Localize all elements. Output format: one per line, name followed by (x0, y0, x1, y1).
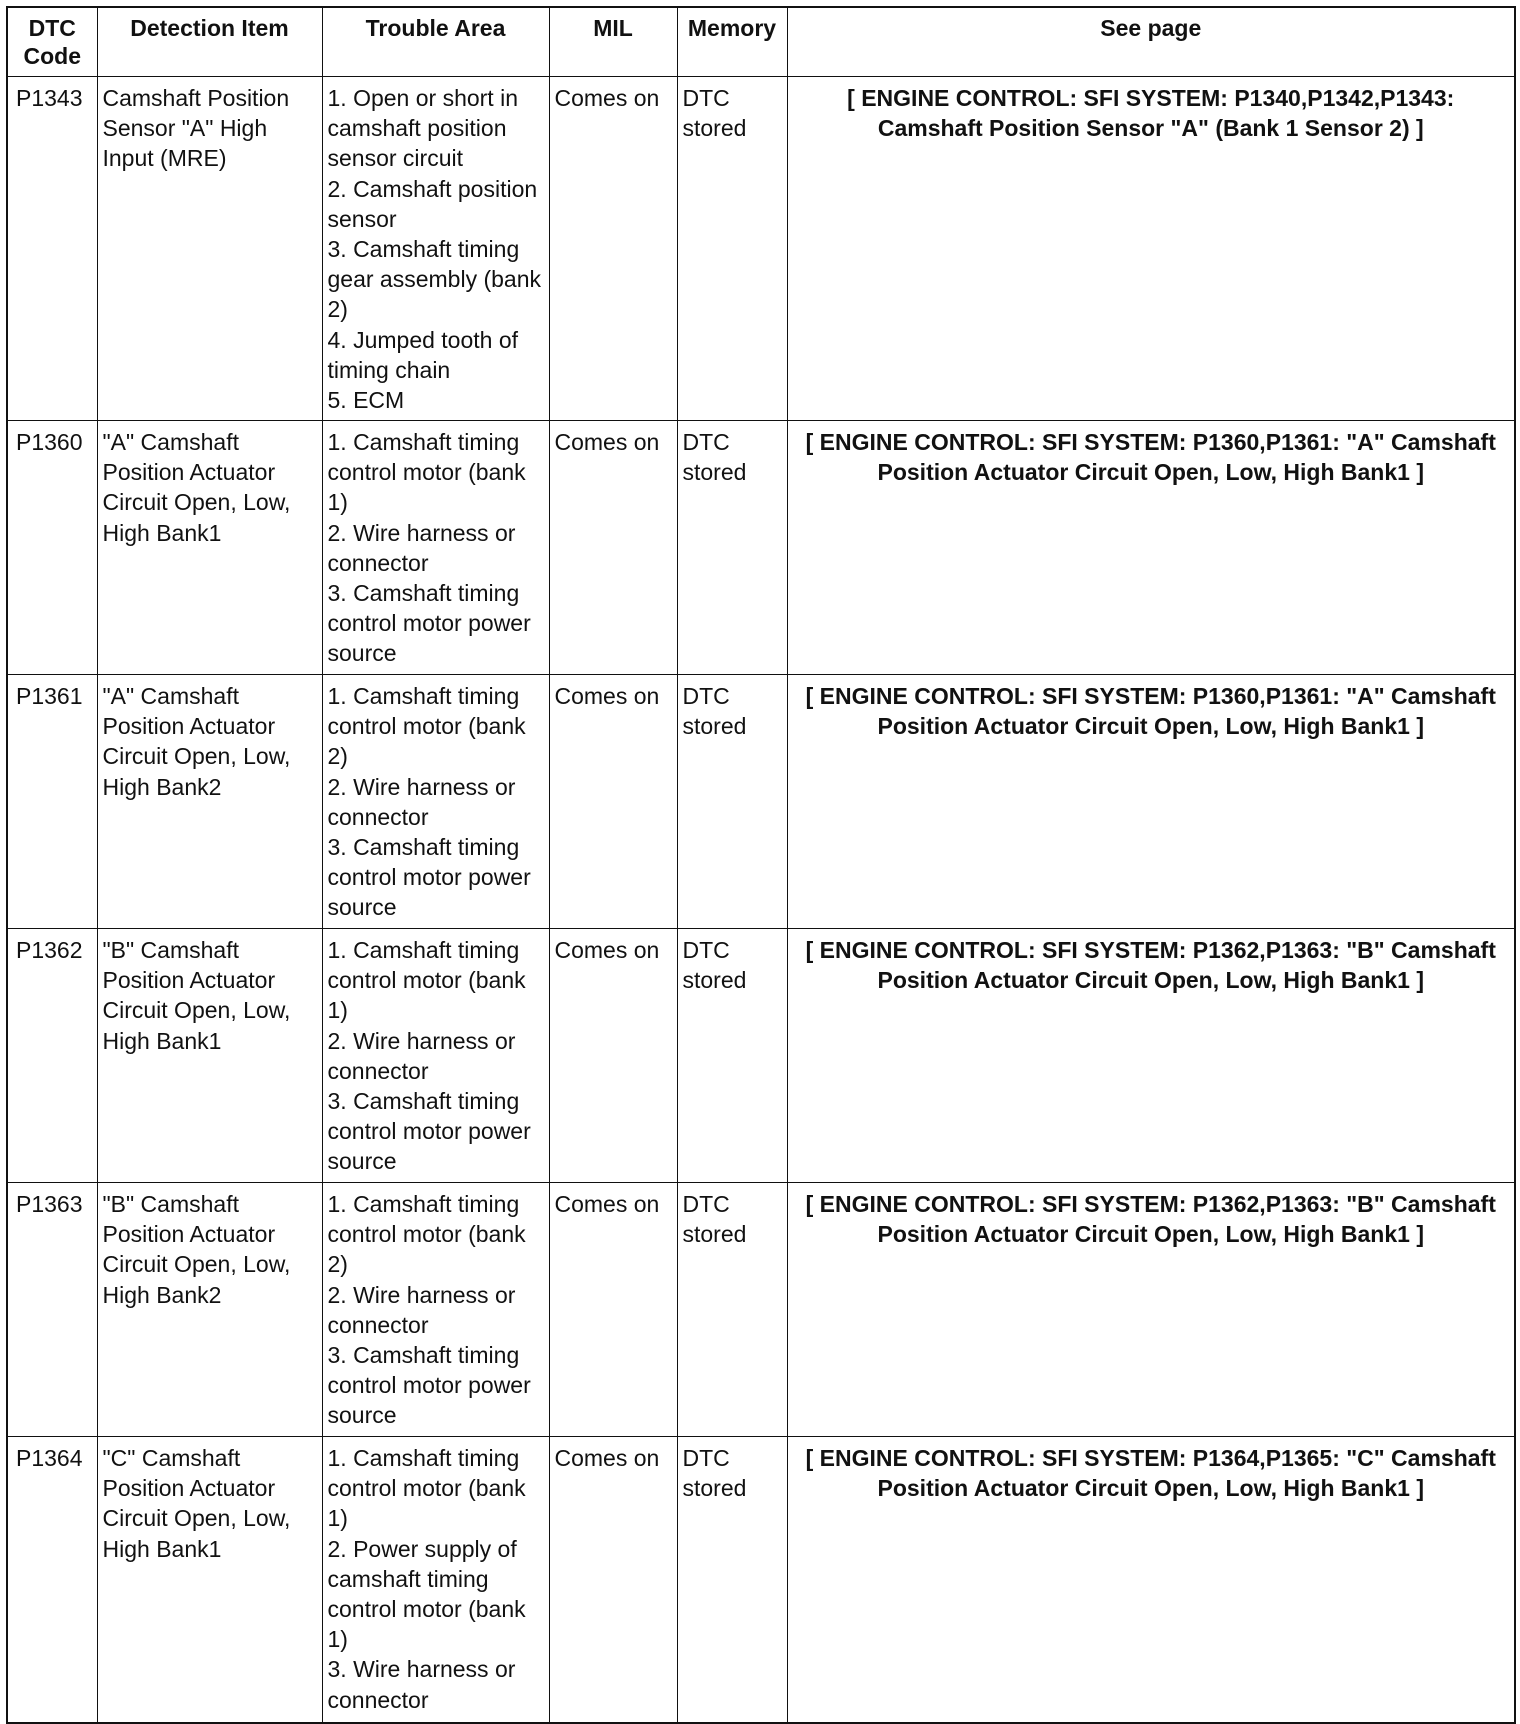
detection-item-cell: "A" Camshaft Position Actuator Circuit Open, Low, High Bank2 (97, 675, 322, 929)
table-row (7, 1183, 1515, 1437)
trouble-area-line: 3. Camshaft timing control motor power source (327, 834, 531, 921)
memory-cell: DTC stored (677, 675, 787, 929)
detection-item-cell: "A" Camshaft Position Actuator Circuit Open, Low, High Bank1 (97, 421, 322, 675)
header-row (7, 7, 1515, 77)
dtc-code-cell: P1363 (7, 1183, 97, 1437)
table-row (7, 675, 1515, 929)
table-row (7, 421, 1515, 675)
dtc-code-cell: P1360 (7, 421, 97, 675)
trouble-area-cell (322, 77, 549, 421)
trouble-area-line: 1. Camshaft timing control motor (bank 1) (327, 1445, 526, 1532)
see-page-link[interactable]: [ ENGINE CONTROL: SFI SYSTEM: P1362,P1363: "B" Camshaft Position Actuator Circuit Open, Low, High Bank1 ] (787, 1183, 1515, 1437)
mil-cell: Comes on (549, 1183, 677, 1437)
header-memory: Memory (677, 7, 787, 77)
table-row (7, 77, 1515, 421)
trouble-area-line: 1. Camshaft timing control motor (bank 1) (327, 937, 526, 1024)
trouble-area-line: 2. Wire harness or connector (327, 519, 516, 576)
trouble-area-line: 2. Wire harness or connector (327, 773, 516, 830)
mil-cell: Comes on (549, 77, 677, 421)
dtc-code-cell: P1361 (7, 675, 97, 929)
trouble-area-cell (322, 929, 549, 1183)
mil-cell: Comes on (549, 675, 677, 929)
detection-item-cell: "C" Camshaft Position Actuator Circuit Open, Low, High Bank1 (97, 1437, 322, 1723)
trouble-area-line: 3. Camshaft timing control motor power source (327, 1342, 531, 1429)
trouble-area-line: 1. Camshaft timing control motor (bank 1) (327, 429, 526, 516)
table-header (7, 7, 1515, 77)
trouble-area-line: 3. Wire harness or connector (327, 1656, 516, 1713)
header-mil: MIL (549, 7, 677, 77)
trouble-area-line: 3. Camshaft timing gear assembly (bank 2) (327, 236, 541, 323)
memory-cell: DTC stored (677, 1437, 787, 1723)
table-body (7, 77, 1515, 1723)
see-page-link[interactable]: [ ENGINE CONTROL: SFI SYSTEM: P1340,P1342,P1343: Camshaft Position Sensor "A" (Bank 1 Sensor 2) ] (787, 77, 1515, 421)
trouble-area-cell (322, 1437, 549, 1723)
table-row (7, 1437, 1515, 1723)
trouble-area-cell (322, 675, 549, 929)
dtc-code-cell: P1364 (7, 1437, 97, 1723)
dtc-code-cell: P1362 (7, 929, 97, 1183)
trouble-area-line: 2. Power supply of camshaft timing control motor (bank 1) (327, 1535, 526, 1653)
memory-cell: DTC stored (677, 1183, 787, 1437)
trouble-area-line: 1. Open or short in camshaft position sensor circuit (327, 85, 518, 172)
trouble-area-line: 3. Camshaft timing control motor power source (327, 1088, 531, 1175)
see-page-link[interactable]: [ ENGINE CONTROL: SFI SYSTEM: P1360,P1361: "A" Camshaft Position Actuator Circuit Open, Low, High Bank1 ] (787, 675, 1515, 929)
trouble-area-line: 3. Camshaft timing control motor power source (327, 580, 531, 667)
header-see-page: See page (787, 7, 1515, 77)
trouble-area-cell (322, 1183, 549, 1437)
trouble-area-line: 1. Camshaft timing control motor (bank 2) (327, 1191, 526, 1278)
trouble-area-line: 4. Jumped tooth of timing chain (327, 326, 519, 383)
memory-cell: DTC stored (677, 77, 787, 421)
detection-item-cell: "B" Camshaft Position Actuator Circuit Open, Low, High Bank1 (97, 929, 322, 1183)
header-dtc-code: DTC Code (7, 7, 97, 77)
table-row (7, 929, 1515, 1183)
see-page-link[interactable]: [ ENGINE CONTROL: SFI SYSTEM: P1364,P1365: "C" Camshaft Position Actuator Circuit Open, Low, High Bank1 ] (787, 1437, 1515, 1723)
trouble-area-line: 5. ECM (327, 387, 405, 414)
trouble-area-line: 2. Wire harness or connector (327, 1027, 516, 1084)
header-detection-item: Detection Item (97, 7, 322, 77)
trouble-area-line: 1. Camshaft timing control motor (bank 2) (327, 683, 526, 770)
memory-cell: DTC stored (677, 421, 787, 675)
detection-item-cell: Camshaft Position Sensor "A" High Input (MRE) (97, 77, 322, 421)
memory-cell: DTC stored (677, 929, 787, 1183)
see-page-link[interactable]: [ ENGINE CONTROL: SFI SYSTEM: P1360,P1361: "A" Camshaft Position Actuator Circuit Open, Low, High Bank1 ] (787, 421, 1515, 675)
detection-item-cell: "B" Camshaft Position Actuator Circuit Open, Low, High Bank2 (97, 1183, 322, 1437)
trouble-area-line: 2. Camshaft position sensor (327, 175, 538, 232)
mil-cell: Comes on (549, 929, 677, 1183)
mil-cell: Comes on (549, 1437, 677, 1723)
dtc-code-cell: P1343 (7, 77, 97, 421)
header-trouble-area: Trouble Area (322, 7, 549, 77)
see-page-link[interactable]: [ ENGINE CONTROL: SFI SYSTEM: P1362,P1363: "B" Camshaft Position Actuator Circuit Open, Low, High Bank1 ] (787, 929, 1515, 1183)
trouble-area-cell (322, 421, 549, 675)
trouble-area-line: 2. Wire harness or connector (327, 1281, 516, 1338)
mil-cell: Comes on (549, 421, 677, 675)
dtc-table (6, 6, 1516, 1724)
